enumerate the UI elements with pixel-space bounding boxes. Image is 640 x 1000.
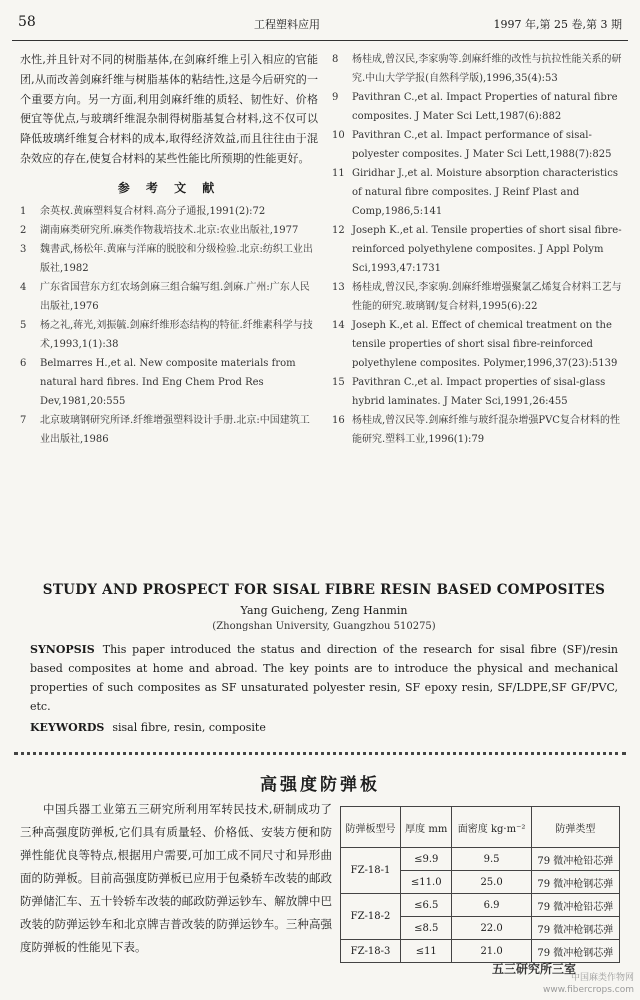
abstract-title: STUDY AND PROSPECT FOR SISAL FIBRE RESIN BASED COMPOSITES [42,582,606,598]
watermark-name: 中国麻类作物网 [570,973,634,983]
keywords-text: sisal fibre, resin, composite [112,721,266,734]
cell-density: 6.9 [452,894,531,917]
keywords-label: KEYWORDS [30,721,105,734]
journal-name: 工程塑料应用 [254,18,320,31]
cell-density: 21.0 [452,940,531,963]
header-rule [12,40,628,41]
header-density: 面密度 kg·m⁻² [452,807,531,848]
reference-item: 7 北京玻璃钢研究所译.纤维增强塑料设计手册.北京:中国建筑工业出版社,1986 [20,414,310,445]
english-abstract [30,582,618,737]
cell-model: FZ-18-1 [341,848,401,894]
source-note: 五三研究所三室 [492,962,577,976]
reference-item: 14 Joseph K.,et al. Effect of chemical treatment on the tensile properties of short sisal fibre-reinforced polyethylene composites. Polymer,1996,37(23):5139 [332,320,618,369]
cell-type: 79 微冲枪铅芯弹 [531,894,619,917]
left-column [20,50,318,449]
page-number: 58 [18,14,36,30]
page-header [18,14,622,32]
cell-model: FZ-18-3 [341,940,401,963]
reference-item: 3 魏書武,杨松年.黄麻与洋麻的脱胶和分级检验.北京:纺织工业出版社,1982 [20,243,313,274]
cell-type: 79 微冲枪铅芯弹 [531,848,619,871]
reference-item: 16 杨桂成,曾汉民等.剑麻纤维与玻纤混杂增强PVC复合材料的性能研究.塑料工业,1996(1):79 [332,415,620,445]
abstract-authors: Yang Guicheng, Zeng Hanmin [240,604,408,617]
table-header-row [341,807,620,848]
reference-item: 1 余英权.黄麻塑料复合材料.高分子通报,1991(2):72 [20,205,266,217]
issue-info: 1997 年,第 25 卷,第 3 期 [493,18,622,31]
keywords-line [30,718,618,737]
abstract-affiliation: (Zhongshan University, Guangzhou 510275) [212,621,436,632]
reference-item: 10 Pavithran C.,et al. Impact performance of sisal-polyester composites. J Mater Sci Lett,1988(7):825 [332,130,612,160]
armor-plate-table [340,806,620,963]
article-title: 高强度防弹板 [260,775,380,795]
reference-item: 8 杨桂成,曾汉民,李家驹等.剑麻纤维的改性与抗拉性能关系的研究.中山大学学报(自然科学版),1996,35(4):53 [332,54,622,84]
table-row [341,848,620,871]
reference-item: 15 Pavithran C.,et al. Impact properties of sisal-glass hybrid laminates. J Mater Sci,1991,26:455 [332,377,606,407]
section-divider [14,752,626,755]
reference-item: 12 Joseph K.,et al. Tensile properties of short sisal fibre-reinforced polyethylene composites. J Appl Polym Sci,1993,47:1731 [332,225,622,274]
reference-item: 2 湖南麻类研究所.麻类作物栽培技术.北京:农业出版社,1977 [20,224,299,236]
article-body [20,798,332,959]
reference-item: 9 Pavithran C.,et al. Impact Properties of natural fibre composites. J Mater Sci Lett,1987(6):882 [332,92,618,122]
cell-density: 22.0 [452,917,531,940]
cell-model: FZ-18-2 [341,894,401,940]
cell-thickness: ≤6.5 [401,894,452,917]
cell-type: 79 微冲枪钢芯弹 [531,871,619,894]
table-row [341,894,620,917]
reference-item: 6 Belmarres H.,et al. New composite materials from natural hard fibres. Ind Eng Chem Prod Res Dev,1981,20:555 [20,357,296,407]
cell-type: 79 微冲枪钢芯弹 [531,917,619,940]
cell-thickness: ≤11 [401,940,452,963]
synopsis-text: This paper introduced the status and direction of the research for sisal fibre (SF)/resin based composites at home and abroad. The key points are to introduce the physical and mechanical properties of such composites as SF unsaturated polyester resin, SF epoxy resin, SF/LDPE,SF GF/PVC, etc. [30,643,618,713]
cell-density: 9.5 [452,848,531,871]
reference-item: 4 广东省国营东方红农场剑麻三组合编写组.剑麻.广州:广东人民出版社,1976 [20,281,310,312]
cell-thickness: ≤8.5 [401,917,452,940]
header-type: 防弹类型 [531,807,619,848]
references-title: 参 考 文 献 [117,180,221,195]
watermark-url: www.fibercrops.com [543,985,634,995]
cell-thickness: ≤9.9 [401,848,452,871]
cell-density: 25.0 [452,871,531,894]
intro-paragraph: 水性,并且针对不同的树脂基体,在剑麻纤维上引入相应的官能团,从而改善剑麻纤维与树脂基体的粘结性,这是今后研究的一个重要方向。另一方面,利用剑麻纤维的质轻、韧性好、价格便宜等优点,与玻璃纤维混杂制得树脂基复合材料,这不仅可以降低玻璃纤维复合材料的成本,取得经济效益,而且往往由于混杂效应的存在,使复合材料的某些性能比所预期的性能更好。 [20,53,318,165]
reference-item: 13 杨桂成,曾汉民,李家驹.剑麻纤维增强聚氯乙烯复合材料工艺与性能的研究.玻璃钢/复合材料,1995(6):22 [332,282,622,312]
watermark [543,972,634,996]
synopsis-paragraph [30,640,618,716]
header-thickness: 厚度 mm [401,807,452,848]
reference-item: 11 Giridhar J.,et al. Moisture absorption characteristics of natural fibre composites. J Reinf Plast and Comp,1986,5:141 [332,168,618,217]
right-column [332,50,628,449]
synopsis-label: SYNOPSIS [30,643,95,656]
table-row [341,940,620,963]
reference-item: 5 杨之礼,蒋光,刘振毓.剑麻纤维形态结构的特征.纤维素科学与技术,1993,1(1):38 [20,319,313,350]
cell-thickness: ≤11.0 [401,871,452,894]
cell-type: 79 微冲枪钢芯弹 [531,940,619,963]
header-model: 防弹板型号 [341,807,401,848]
article-paragraph: 中国兵器工业第五三研究所利用军转民技术,研制成功了三种高强度防弹板,它们具有质量轻、价格低、安装方便和防弹性能优良等特点,根据用户需要,可加工成不同尺寸和异形曲面的防弹板。目前高强度防弹板已应用于包桑轿车改装的邮政防弹储汇车、五十铃轿车改装的邮政防弹运钞车、解放牌中巴改装的防弹运钞车和北京牌吉普改装的防弹运钞车。三种高强度防弹板的性能见下表。 [20,802,332,954]
